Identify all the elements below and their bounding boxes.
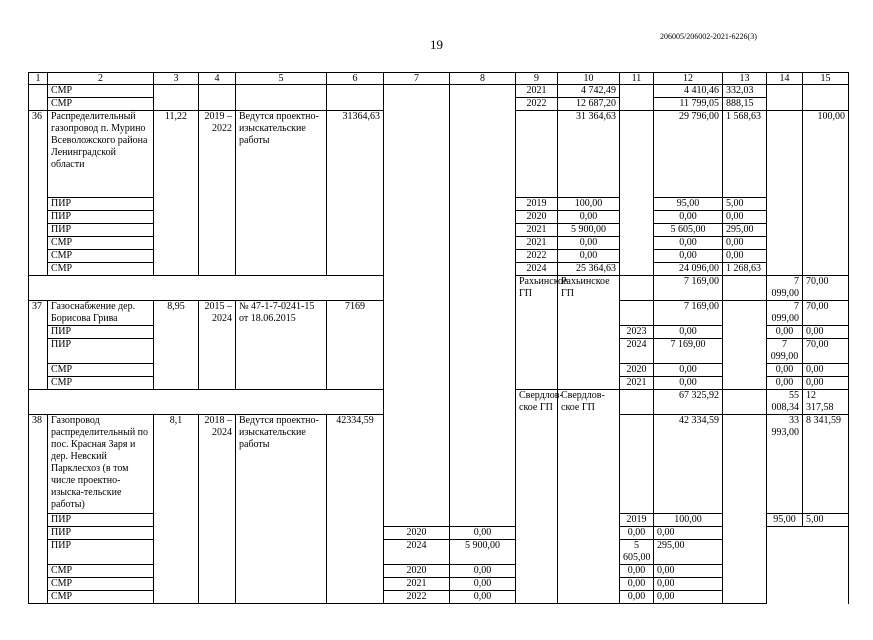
total-amount: 67 325,92 (654, 390, 723, 415)
total-amount: 0,00 (558, 237, 620, 250)
amount: 0,00 (723, 237, 767, 250)
total-amount: 42 334,59 (654, 415, 723, 514)
work-type: ПИР (48, 198, 154, 211)
year: 2024 (516, 263, 558, 276)
object-name: Газопровод распределительный по пос. Красная Заря и дер. Невский Парклесхоз (в том числе проектно-изыска-тельские работы) (48, 415, 154, 514)
amount: 8 341,59 (803, 415, 849, 514)
amount: 0,00 (620, 591, 654, 604)
document: Ведутся проектно-изыскательские работы (236, 111, 327, 276)
col-header: 3 (154, 73, 199, 85)
work-type: ПИР (48, 514, 154, 527)
year: 2019 (620, 514, 654, 527)
work-type: ПИР (48, 224, 154, 237)
amount: 0,00 (654, 527, 723, 540)
col-header: 5 (236, 73, 327, 85)
cost: 42334,59 (327, 415, 384, 604)
amount: 95,00 (767, 514, 803, 527)
total-amount: 0,00 (450, 565, 516, 578)
total-amount: 31 364,63 (558, 111, 620, 198)
period: 2015 – 2024 (199, 301, 236, 390)
total-amount: 7 169,00 (654, 276, 723, 301)
col-header: 6 (327, 73, 384, 85)
total-amount: 0,00 (450, 591, 516, 604)
amount: 5,00 (803, 514, 849, 527)
year: 2022 (516, 250, 558, 263)
length: 8,95 (154, 301, 199, 390)
amount: 1 568,63 (723, 111, 767, 198)
amount: 1 268,63 (723, 263, 767, 276)
total-amount: 7 169,00 (654, 301, 723, 326)
settlement: Рахьинское ГП (558, 276, 620, 390)
amount: 95,00 (654, 198, 723, 211)
object-name: Распределительный газопровод п. Мурино Всеволожского района Ленинградской области (48, 111, 154, 198)
page-number: 19 (430, 37, 443, 52)
document-reference: 206005/206002-2021-6226(3) (660, 32, 757, 41)
cost: 7169 (327, 301, 384, 390)
work-type: СМР (48, 98, 154, 111)
col-header: 14 (767, 73, 803, 85)
object-number: 36 (29, 111, 48, 276)
work-type: СМР (48, 237, 154, 250)
total-amount: 100,00 (654, 514, 723, 527)
year: 2023 (620, 326, 654, 339)
total-amount: 0,00 (450, 578, 516, 591)
percent: 100,00 (803, 111, 849, 276)
total-amount: 0,00 (654, 326, 723, 339)
total-amount: 4 742,49 (558, 85, 620, 98)
total-amount: 12 687,20 (558, 98, 620, 111)
year: 2024 (384, 540, 450, 565)
amount: 295,00 (723, 224, 767, 237)
work-type: ПИР (48, 339, 154, 364)
settlement: Свердлов-ское ГП (558, 390, 620, 604)
amount: 0,00 (620, 578, 654, 591)
year: 2020 (516, 211, 558, 224)
document: Ведутся проектно-изыскательские работы (236, 415, 327, 604)
total-amount: 0,00 (450, 527, 516, 540)
col-header: 10 (558, 73, 620, 85)
table-row (29, 85, 849, 98)
total-amount: 25 364,63 (558, 263, 620, 276)
amount: 29 796,00 (654, 111, 723, 198)
amount: 5 605,00 (654, 224, 723, 237)
work-type: ПИР (48, 527, 154, 540)
amount: 0,00 (654, 565, 723, 578)
settlement: Свердлов-ское ГП (516, 390, 558, 604)
work-type: СМР (48, 578, 154, 591)
amount: 0,00 (654, 237, 723, 250)
total-amount: 0,00 (654, 364, 723, 377)
work-type: СМР (48, 377, 154, 390)
year: 2021 (516, 85, 558, 98)
amount: 0,00 (654, 591, 723, 604)
amount: 7 099,00 (767, 301, 803, 326)
amount: 0,00 (620, 527, 654, 540)
col-header: 7 (384, 73, 450, 85)
amount: 0,00 (803, 377, 849, 390)
total-amount: 7 169,00 (654, 339, 723, 364)
amount: 55 008,34 (767, 390, 803, 415)
amount: 4 410,46 (654, 85, 723, 98)
length: 8,1 (154, 415, 199, 604)
col-header: 13 (723, 73, 767, 85)
investment-table (28, 72, 849, 604)
amount: 0,00 (723, 250, 767, 263)
total-amount: 0,00 (654, 377, 723, 390)
work-type: СМР (48, 85, 154, 98)
work-type: СМР (48, 591, 154, 604)
year: 2024 (620, 339, 654, 364)
year: 2021 (384, 578, 450, 591)
amount: 70,00 (803, 276, 849, 301)
settlement: Рахьинское ГП (516, 276, 558, 390)
document: № 47-1-7-0241-15 от 18.06.2015 (236, 301, 327, 390)
column-number-row (29, 73, 849, 85)
object-number: 38 (29, 415, 48, 604)
amount: 0,00 (767, 364, 803, 377)
amount: 5 605,00 (620, 540, 654, 565)
col-header: 2 (48, 73, 154, 85)
col-header: 4 (199, 73, 236, 85)
work-type: СМР (48, 263, 154, 276)
year: 2021 (516, 237, 558, 250)
amount: 11 799,05 (654, 98, 723, 111)
year: 2020 (620, 364, 654, 377)
amount: 0,00 (767, 377, 803, 390)
amount: 24 096,00 (654, 263, 723, 276)
amount: 70,00 (803, 339, 849, 364)
amount: 0,00 (654, 211, 723, 224)
amount: 7 099,00 (767, 339, 803, 364)
total-amount: 100,00 (558, 198, 620, 211)
total-amount: 0,00 (558, 211, 620, 224)
work-type: ПИР (48, 211, 154, 224)
period: 2019 – 2022 (199, 111, 236, 276)
length: 11,22 (154, 111, 199, 276)
year: 2020 (384, 565, 450, 578)
work-type: СМР (48, 364, 154, 377)
amount: 0,00 (723, 211, 767, 224)
year: 2022 (516, 98, 558, 111)
amount: 70,00 (803, 301, 849, 326)
work-type: СМР (48, 250, 154, 263)
work-type: ПИР (48, 326, 154, 339)
object-name: Газоснабжение дер. Борисова Грива (48, 301, 154, 326)
year: 2020 (384, 527, 450, 540)
amount: 0,00 (654, 578, 723, 591)
amount: 0,00 (803, 326, 849, 339)
work-type: ПИР (48, 540, 154, 565)
amount: 0,00 (654, 250, 723, 263)
col-header: 9 (516, 73, 558, 85)
amount: 12 317,58 (803, 390, 849, 415)
amount: 0,00 (620, 565, 654, 578)
amount: 5,00 (723, 198, 767, 211)
cost: 31364,63 (327, 111, 384, 276)
period: 2018 – 2024 (199, 415, 236, 604)
col-header: 8 (450, 73, 516, 85)
amount: 7 099,00 (767, 276, 803, 301)
col-header: 12 (654, 73, 723, 85)
total-amount: 5 900,00 (450, 540, 516, 565)
col-header: 1 (29, 73, 48, 85)
amount: 0,00 (767, 326, 803, 339)
amount: 332,03 (723, 85, 767, 98)
year: 2022 (384, 591, 450, 604)
amount: 0,00 (803, 364, 849, 377)
object-number: 37 (29, 301, 48, 390)
total-amount: 0,00 (558, 250, 620, 263)
work-type: СМР (48, 565, 154, 578)
year: 2021 (516, 224, 558, 237)
col-header: 11 (620, 73, 654, 85)
total-amount: 5 900,00 (558, 224, 620, 237)
year: 2019 (516, 198, 558, 211)
amount: 888,15 (723, 98, 767, 111)
amount: 33 993,00 (767, 415, 803, 514)
amount: 295,00 (654, 540, 723, 565)
year: 2021 (620, 377, 654, 390)
col-header: 15 (803, 73, 849, 85)
